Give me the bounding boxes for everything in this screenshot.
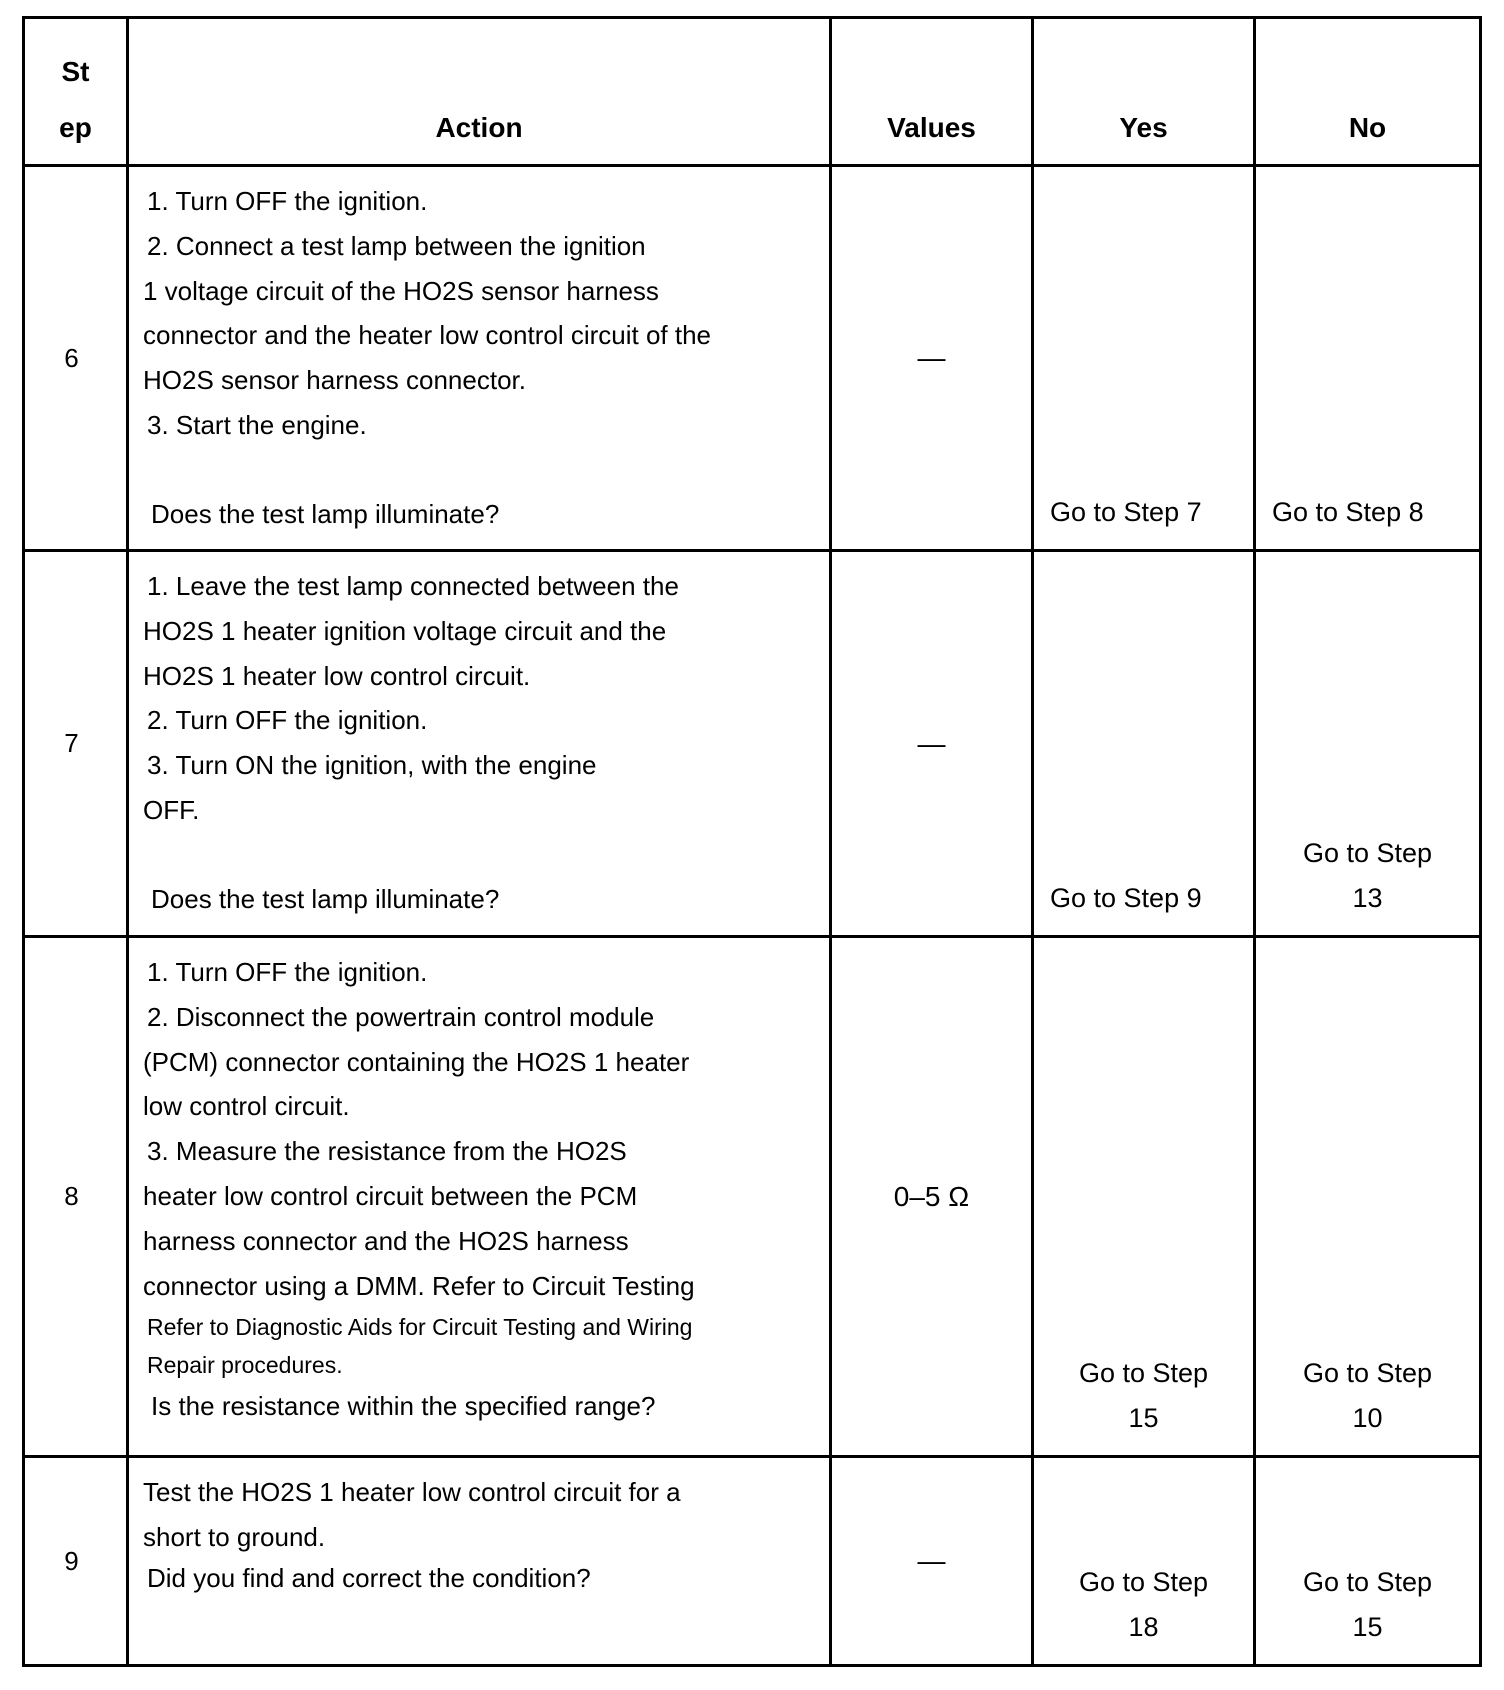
action-line: HO2S 1 heater low control circuit. [143,660,531,691]
action-line: 3. Start the engine. [147,409,367,440]
action-line: low control circuit. [143,1091,350,1122]
action-line: 1. Turn OFF the ignition. [147,957,428,987]
step-number: 9 [24,1457,128,1666]
no-cell: Go to Step 15 [1255,1457,1481,1666]
action-line: harness connector and the HO2S harness [143,1225,629,1256]
action-line: 3. Measure the resistance from the HO2S [147,1136,627,1167]
action-cell [128,1457,831,1666]
action-cell [128,937,831,1457]
value-cell: — [831,1457,1033,1666]
action-line: Test the HO2S 1 heater low control circuit for a [143,1477,681,1507]
header-yes: Yes [1033,18,1255,166]
yes-cell: Go to Step 7 [1033,166,1255,551]
diagnostic-table [22,16,1482,1667]
action-line: 3. Turn ON the ignition, with the engine [147,750,597,781]
action-line: connector using a DMM. Refer to Circuit Testing [143,1270,695,1301]
action-line: (PCM) connector containing the HO2S 1 heater [143,1046,690,1077]
table-row [24,937,1481,1457]
action-question: Did you find and correct the condition? [147,1562,591,1593]
action-note: Repair procedures. [147,1352,343,1379]
action-line: 2. Disconnect the powertrain control module [147,1001,655,1032]
action-line: OFF. [143,794,200,825]
action-line: 1. Leave the test lamp connected between the [147,571,679,601]
value-cell: — [831,166,1033,551]
header-values: Values [831,18,1033,166]
no-cell: Go to Step 10 [1255,937,1481,1457]
yes-cell: Go to Step 9 [1033,551,1255,937]
no-cell: Go to Step 8 [1255,166,1481,551]
header-step-line1: St [61,56,90,87]
action-question: Does the test lamp illuminate? [151,883,500,914]
action-question: Does the test lamp illuminate? [151,498,500,529]
header-step [24,18,128,166]
action-question: Is the resistance within the specified range? [151,1391,656,1422]
action-line: 1. Turn OFF the ignition. [147,186,428,216]
header-step-line2: ep [59,112,92,143]
yes-cell: Go to Step 18 [1033,1457,1255,1666]
header-no: No [1255,18,1481,166]
action-line: 2. Turn OFF the ignition. [147,705,428,736]
action-cell [128,166,831,551]
header-action: Action [128,18,831,166]
action-line: short to ground. [143,1521,326,1552]
action-line: 2. Connect a test lamp between the ignition [147,230,646,261]
table-row [24,166,1481,551]
action-note: Refer to Diagnostic Aids for Circuit Testing and Wiring [147,1314,693,1341]
action-line: HO2S sensor harness connector. [143,365,526,396]
action-line: connector and the heater low control circuit of the [143,320,711,351]
yes-cell: Go to Step 15 [1033,937,1255,1457]
step-number: 8 [24,937,128,1457]
header-row [24,18,1481,166]
value-cell: — [831,551,1033,937]
value-cell: 0–5 Ω [831,937,1033,1457]
step-number: 6 [24,166,128,551]
action-line: 1 voltage circuit of the HO2S sensor harness [143,275,659,306]
action-cell [128,551,831,937]
action-line: HO2S 1 heater ignition voltage circuit and the [143,615,667,646]
no-cell: Go to Step 13 [1255,551,1481,937]
action-line: heater low control circuit between the PCM [143,1180,638,1211]
table-row [24,1457,1481,1666]
step-number: 7 [24,551,128,937]
table-row [24,551,1481,937]
